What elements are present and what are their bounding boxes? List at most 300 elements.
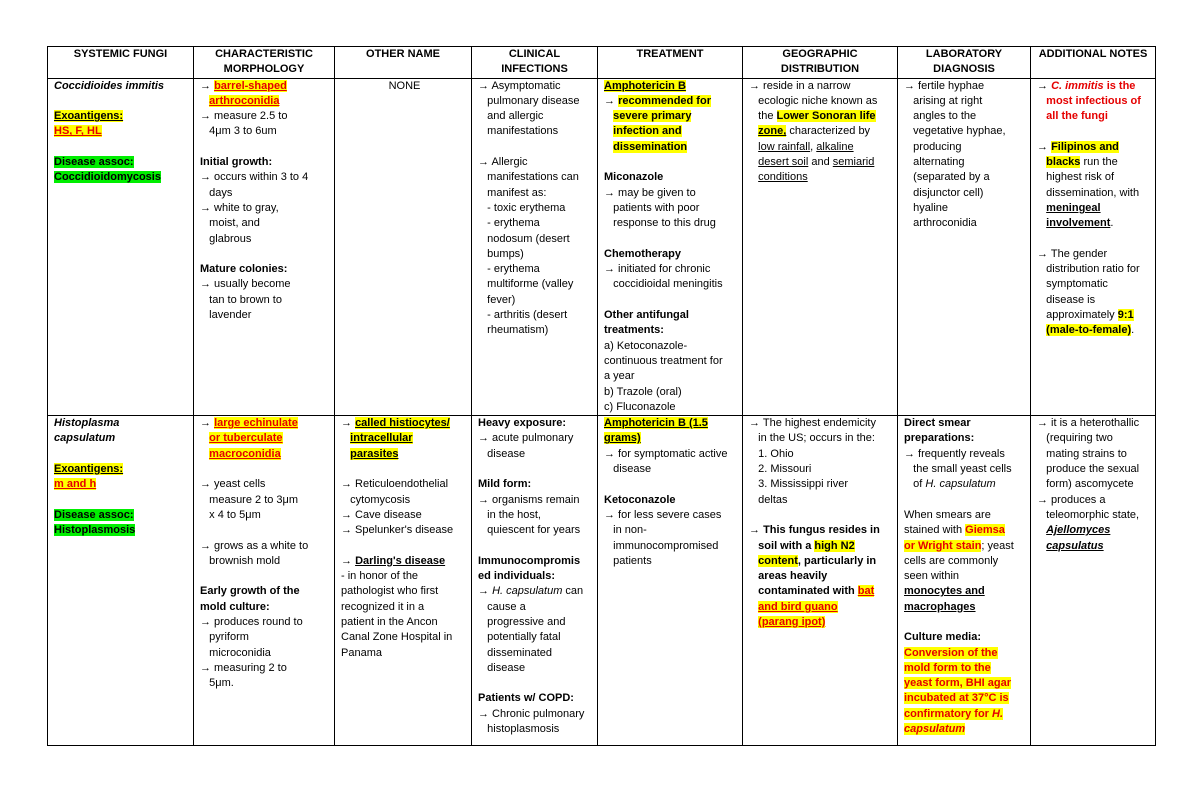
- text-segment: - erythema: [478, 217, 540, 230]
- text-segment: Miconazole: [604, 171, 664, 184]
- cell-line: [749, 584, 894, 599]
- cell-line: [749, 462, 894, 477]
- text-segment: → for less severe cases: [604, 508, 722, 521]
- text-segment: producing: [904, 140, 962, 153]
- cell-line: [604, 170, 739, 185]
- cell-line: [749, 569, 894, 584]
- text-segment: approximately: [1037, 309, 1118, 322]
- text-segment: [1037, 217, 1046, 229]
- cell-line: [604, 493, 739, 508]
- text-segment: alternating: [904, 156, 965, 169]
- text-segment: a year: [604, 370, 635, 383]
- row-histoplasma: [48, 416, 1156, 746]
- text-segment: →: [200, 79, 215, 92]
- blank-line: [478, 539, 594, 554]
- cell-line: [478, 600, 594, 615]
- text-segment: [749, 585, 758, 597]
- text-segment: 5μm.: [200, 677, 234, 690]
- text-segment: capsulatum: [904, 723, 966, 736]
- cell-line: [749, 554, 894, 569]
- text-segment: called histiocytes/: [355, 417, 450, 430]
- cell-line: [904, 94, 1027, 109]
- text-segment: conditions: [758, 171, 808, 184]
- text-segment: Filipinos and: [1051, 140, 1119, 153]
- text-segment: → The gender: [1037, 247, 1108, 260]
- text-segment: [341, 448, 350, 460]
- text-segment: Initial growth:: [200, 156, 273, 169]
- cell-line: [904, 722, 1027, 737]
- cell-line: [749, 94, 894, 109]
- text-segment: most infectious of: [1046, 94, 1141, 107]
- text-segment: → frequently reveals: [904, 447, 1005, 460]
- cell-line: [1037, 247, 1152, 262]
- text-segment: pyriform: [200, 631, 249, 644]
- text-segment: Immunocompromis: [478, 554, 581, 567]
- text-segment: capsulatus: [1046, 539, 1104, 552]
- text-segment: confirmatory for: [904, 707, 993, 720]
- text-segment: and: [808, 156, 833, 169]
- text-segment: disease is: [1037, 293, 1096, 306]
- text-segment: Amphotericin B: [604, 79, 686, 92]
- cell-line: [478, 293, 594, 308]
- header-laboratory-diagnosis: [898, 47, 1031, 79]
- text-segment: desert soil: [758, 156, 809, 169]
- cell-line: [904, 661, 1027, 676]
- cell-line: [200, 554, 331, 569]
- cell-line: [904, 646, 1027, 661]
- text-segment: characterized by: [786, 125, 871, 138]
- text-segment: manifestations can: [478, 171, 579, 184]
- cell-line: [478, 186, 594, 201]
- text-segment: [1037, 524, 1046, 536]
- cell-line: [478, 94, 594, 109]
- text-segment: →: [200, 417, 215, 430]
- text-segment: Coccidioides immitis: [54, 79, 165, 92]
- text-segment: Panama: [341, 646, 382, 659]
- text-segment: - toxic erythema: [478, 201, 566, 214]
- header-systemic-fungi: [48, 47, 194, 79]
- text-segment: stained with: [904, 524, 966, 537]
- cell-line: [604, 109, 739, 124]
- cell-line: [478, 247, 594, 262]
- cell-treatment: [598, 78, 743, 416]
- cell-additional-notes: [1031, 78, 1156, 416]
- text-segment: [341, 432, 350, 444]
- cell-line: [604, 400, 739, 415]
- text-segment: seen within: [904, 570, 960, 583]
- text-segment: Patients w/ COPD:: [478, 692, 574, 705]
- cell-line: [904, 539, 1027, 554]
- text-segment: [1037, 110, 1046, 122]
- text-segment: →: [341, 417, 356, 430]
- text-segment: → white to gray,: [200, 201, 279, 214]
- text-segment: or Wright stain: [904, 539, 982, 552]
- text-segment: yeast form, BHI agar: [904, 677, 1011, 690]
- text-segment: → Asymptomatic: [478, 79, 561, 92]
- text-segment: Lower Sonoran life: [776, 110, 876, 123]
- text-segment: form) ascomycete: [1037, 478, 1134, 491]
- cell-line: [478, 124, 594, 139]
- header-label: GEOGRAPHIC DISTRIBUTION: [780, 48, 860, 76]
- table-body: [48, 78, 1156, 746]
- text-segment: Early growth of the: [200, 585, 300, 598]
- cell-line: [1037, 277, 1152, 292]
- cell-line: [200, 676, 331, 691]
- text-segment: → Spelunker's disease: [341, 524, 454, 537]
- text-segment: recommended for: [618, 94, 711, 107]
- cell-line: [478, 262, 594, 277]
- cell-line: [341, 615, 468, 630]
- cell-line: [478, 416, 594, 431]
- text-segment: → it is a heterothallic: [1037, 417, 1140, 430]
- header-characteristic-morphology: [194, 47, 335, 79]
- text-segment: [749, 171, 758, 183]
- cell-line: [904, 216, 1027, 231]
- text-segment: or tuberculate: [209, 432, 283, 445]
- header-label: CHARACTERISTIC MORPHOLOGY: [215, 48, 313, 76]
- cell-line: [54, 523, 190, 538]
- text-segment: soil with a: [758, 539, 815, 552]
- text-segment: incubated at 37°C is: [904, 692, 1009, 705]
- cell-line: [604, 201, 739, 216]
- cell-line: [200, 170, 331, 185]
- text-segment: teleomorphic state,: [1037, 508, 1140, 521]
- cell-line: [54, 477, 190, 492]
- text-segment: Exoantigens:: [54, 110, 124, 123]
- cell-line: [904, 201, 1027, 216]
- cell-line: [341, 569, 468, 584]
- cell-line: [200, 493, 331, 508]
- cell-line: [341, 646, 468, 661]
- cell-line: [478, 691, 594, 706]
- text-segment: Canal Zone Hospital in: [341, 631, 453, 644]
- cell-line: [904, 140, 1027, 155]
- text-segment: alkaline: [816, 140, 854, 153]
- cell-line: [1037, 308, 1152, 323]
- cell-line: [200, 109, 331, 124]
- cell-line: [200, 646, 331, 661]
- cell-characteristic-morphology: [194, 416, 335, 746]
- cell-line: [749, 539, 894, 554]
- text-segment: Coccidioidomycosis: [54, 171, 161, 184]
- text-segment: and allergic: [478, 110, 544, 123]
- cell-line: [200, 508, 331, 523]
- cell-line: [904, 447, 1027, 462]
- cell-line: [200, 661, 331, 676]
- text-segment: arising at right: [904, 94, 983, 107]
- text-segment: m and h: [54, 478, 97, 491]
- text-segment: → fertile hyphae: [904, 79, 985, 92]
- header-other-name: [335, 47, 472, 79]
- text-segment: coccidioidal meningitis: [604, 278, 723, 291]
- cell-line: [749, 79, 894, 94]
- text-segment: meningeal: [1046, 201, 1101, 214]
- text-segment: content: [758, 554, 798, 567]
- cell-line: [341, 630, 468, 645]
- blank-line: [200, 140, 331, 155]
- cell-line: [904, 569, 1027, 584]
- text-segment: manifestations: [478, 125, 559, 138]
- text-segment: ed individuals:: [478, 570, 556, 583]
- text-segment: all the fungi: [1046, 110, 1108, 123]
- cell-laboratory-diagnosis: [898, 416, 1031, 746]
- text-segment: blacks: [1046, 156, 1081, 169]
- text-segment: a) Ketoconazole-: [604, 339, 688, 352]
- text-segment: disseminated: [478, 646, 552, 659]
- text-segment: [200, 448, 209, 460]
- cell-additional-notes: [1031, 416, 1156, 746]
- cell-line: [478, 109, 594, 124]
- text-segment: → produces a: [1037, 493, 1106, 506]
- blank-line: [478, 676, 594, 691]
- text-segment: Darling's disease: [355, 554, 446, 567]
- text-segment: c) Fluconazole: [604, 400, 676, 413]
- text-segment: histoplasmosis: [478, 723, 560, 736]
- cell-line: [478, 661, 594, 676]
- text-segment: →: [749, 524, 764, 537]
- text-segment: Giemsa: [965, 524, 1005, 537]
- text-segment: severe primary: [613, 110, 692, 123]
- text-segment: H. capsulatum: [492, 585, 563, 598]
- header-label: SYSTEMIC FUNGI: [73, 48, 168, 60]
- text-segment: macrophages: [904, 600, 976, 613]
- text-segment: → may be given to: [604, 186, 696, 199]
- cell-line: [904, 584, 1027, 599]
- cell-line: [1037, 323, 1152, 338]
- text-segment: 3. Mississippi river: [749, 478, 849, 491]
- text-segment: Chemotherapy: [604, 247, 682, 260]
- cell-line: [1037, 539, 1152, 554]
- text-segment: [749, 125, 758, 137]
- text-segment: the small yeast cells: [904, 463, 1012, 476]
- text-segment: glabrous: [200, 232, 252, 245]
- blank-line: [604, 477, 739, 492]
- cell-line: [904, 523, 1027, 538]
- text-segment: mold culture:: [200, 600, 270, 613]
- cell-line: [604, 354, 739, 369]
- text-segment: treatments:: [604, 324, 664, 337]
- blank-line: [341, 539, 468, 554]
- cell-line: [200, 155, 331, 170]
- text-segment: Ketoconazole: [604, 493, 676, 506]
- blank-line: [604, 232, 739, 247]
- cell-line: [478, 554, 594, 569]
- header-label: TREATMENT: [636, 48, 704, 60]
- text-segment: Disease assoc:: [54, 508, 134, 521]
- cell-line: [749, 416, 894, 431]
- text-segment: (separated by a: [904, 171, 990, 184]
- text-segment: pathologist who first: [341, 585, 439, 598]
- text-segment: →: [478, 585, 493, 598]
- text-segment: arthroconidia: [209, 94, 280, 107]
- text-segment: Mature colonies:: [200, 263, 288, 276]
- cell-line: [54, 124, 190, 139]
- text-segment: [604, 141, 613, 153]
- cell-line: [1037, 477, 1152, 492]
- cell-laboratory-diagnosis: [898, 78, 1031, 416]
- text-segment: When smears are: [904, 508, 991, 521]
- cell-line: [904, 109, 1027, 124]
- cell-characteristic-morphology: [194, 78, 335, 416]
- text-segment: rheumatism): [478, 324, 549, 337]
- text-segment: microconidia: [200, 646, 271, 659]
- cell-line: [904, 79, 1027, 94]
- cell-line: [604, 140, 739, 155]
- text-segment: HS, F, HL: [54, 125, 102, 138]
- cell-line: [341, 447, 468, 462]
- text-segment: 1. Ohio: [749, 447, 794, 460]
- cell-line: [904, 691, 1027, 706]
- text-segment: b) Trazole (oral): [604, 385, 682, 398]
- cell-line: [1037, 216, 1152, 231]
- cell-line: [604, 416, 739, 431]
- cell-line: [200, 600, 331, 615]
- cell-line: [341, 416, 468, 431]
- cell-line: [1037, 170, 1152, 185]
- text-segment: deltas: [749, 493, 788, 506]
- text-segment: nodosum (desert: [478, 232, 570, 245]
- cell-systemic-fungi: [48, 416, 194, 746]
- text-segment: [1037, 95, 1046, 107]
- cell-line: [200, 262, 331, 277]
- text-segment: Ajellomyces: [1046, 524, 1111, 537]
- header-label: CLINICAL INFECTIONS: [501, 48, 568, 76]
- text-segment: (requiring two: [1037, 432, 1113, 445]
- text-segment: → usually become: [200, 278, 291, 291]
- text-segment: → The highest endemicity: [749, 417, 876, 430]
- cell-line: [1037, 79, 1152, 94]
- text-segment: intracellular: [350, 432, 413, 445]
- text-segment: semiarid: [832, 156, 875, 169]
- cell-line: [341, 600, 468, 615]
- text-segment: → measure 2.5 to: [200, 110, 288, 123]
- text-segment: dissemination, with: [1037, 186, 1140, 199]
- text-segment: → acute pulmonary: [478, 432, 574, 445]
- cell-line: [200, 79, 331, 94]
- text-segment: [749, 616, 758, 628]
- text-segment: continuous treatment for: [604, 354, 723, 367]
- cell-line: [749, 523, 894, 538]
- text-segment: [1037, 156, 1046, 168]
- text-segment: [200, 95, 209, 107]
- text-segment: disjunctor cell): [904, 186, 984, 199]
- text-segment: the: [749, 110, 777, 123]
- text-segment: grams): [604, 432, 641, 445]
- text-segment: - in honor of the: [341, 570, 419, 583]
- text-segment: contaminated with: [758, 585, 858, 598]
- cell-line: [478, 493, 594, 508]
- cell-line: [604, 431, 739, 446]
- text-segment: [749, 156, 758, 168]
- text-segment: and bird guano: [758, 600, 838, 613]
- cell-line: [1037, 109, 1152, 124]
- cell-line: [904, 186, 1027, 201]
- cell-line: [749, 155, 894, 170]
- blank-line: [54, 447, 190, 462]
- text-segment: in the US; occurs in the:: [749, 432, 875, 445]
- text-segment: dissemination: [613, 140, 688, 153]
- cell-line: [54, 431, 190, 446]
- text-segment: This fungus resides in: [763, 524, 880, 537]
- cell-line: [749, 447, 894, 462]
- cell-line: [749, 615, 894, 630]
- text-segment: → for symptomatic active: [604, 447, 728, 460]
- cell-line: [478, 232, 594, 247]
- cell-line: [478, 323, 594, 338]
- cell-line: [1037, 431, 1152, 446]
- text-segment: → Reticuloendothelial: [341, 478, 449, 491]
- text-segment: [604, 110, 613, 122]
- cell-line: [478, 308, 594, 323]
- cell-line: [478, 155, 594, 170]
- text-segment: → occurs within 3 to 4: [200, 171, 309, 184]
- cell-line: [604, 539, 739, 554]
- text-segment: → reside in a narrow: [749, 79, 851, 92]
- text-segment: Direct smear: [904, 417, 971, 430]
- header-label: ADDITIONAL NOTES: [1038, 48, 1148, 60]
- cell-line: [604, 369, 739, 384]
- row-coccidioides: [48, 78, 1156, 416]
- text-segment: brownish mold: [200, 554, 281, 567]
- cell-line: [478, 477, 594, 492]
- cell-line: [200, 584, 331, 599]
- text-segment: multiforme (valley: [478, 278, 574, 291]
- text-segment: is the: [1103, 79, 1136, 92]
- text-segment: immunocompromised: [604, 539, 719, 552]
- cell-other-name: [335, 416, 472, 746]
- cell-line: [904, 508, 1027, 523]
- cell-line: [749, 431, 894, 446]
- cell-line: [604, 508, 739, 523]
- text-segment: .: [1110, 217, 1114, 230]
- text-segment: 4μm 3 to 6um: [200, 125, 277, 138]
- text-segment: bat: [857, 585, 875, 598]
- text-segment: → Cave disease: [341, 508, 422, 521]
- cell-line: [200, 124, 331, 139]
- cell-line: [200, 94, 331, 109]
- text-segment: ; yeast: [981, 539, 1014, 552]
- text-segment: → produces round to: [200, 615, 303, 628]
- text-segment: [604, 125, 613, 137]
- cell-line: [604, 308, 739, 323]
- text-segment: lavender: [200, 309, 252, 322]
- text-segment: → organisms remain: [478, 493, 580, 506]
- text-segment: →: [341, 554, 356, 567]
- cell-line: [200, 630, 331, 645]
- cell-line: [604, 323, 739, 338]
- text-segment: response to this drug: [604, 217, 716, 230]
- cell-line: [478, 447, 594, 462]
- cell-line: [604, 247, 739, 262]
- text-segment: run the: [1080, 156, 1118, 169]
- cell-line: [1037, 416, 1152, 431]
- blank-line: [341, 462, 468, 477]
- text-segment: fever): [478, 293, 516, 306]
- text-segment: patients: [604, 554, 652, 567]
- cell-line: [1037, 523, 1152, 538]
- header-row: [48, 47, 1156, 79]
- text-segment: [749, 141, 758, 153]
- cell-other-name: [335, 78, 472, 416]
- cell-line: [904, 707, 1027, 722]
- cell-line: [904, 462, 1027, 477]
- text-segment: cytomycosis: [341, 493, 411, 506]
- cell-line: [200, 201, 331, 216]
- text-segment: patient in the Ancon: [341, 615, 438, 628]
- cell-line: [478, 707, 594, 722]
- text-segment: angles to the: [904, 110, 977, 123]
- text-segment: Histoplasma: [54, 417, 120, 430]
